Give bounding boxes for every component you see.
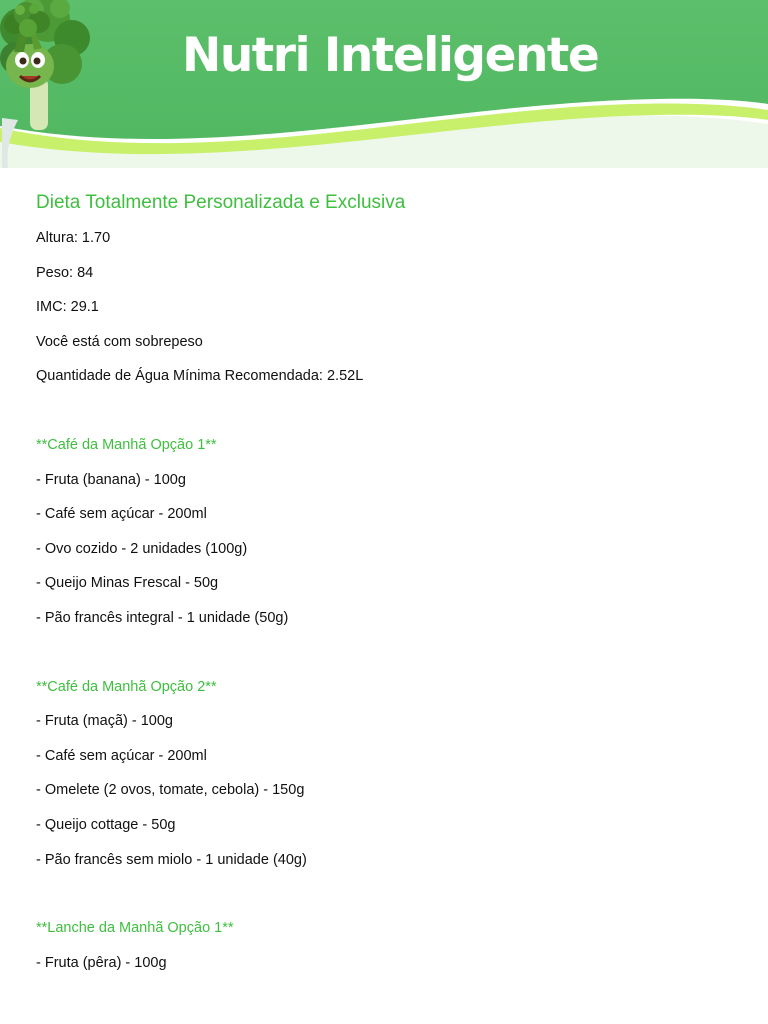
list-item: - Omelete (2 ovos, tomate, cebola) - 150g bbox=[36, 782, 305, 799]
diet-document bbox=[36, 189, 736, 980]
list-item: - Fruta (banana) - 100g bbox=[36, 471, 186, 488]
header-banner bbox=[0, 0, 768, 170]
profile-water-recommendation: Quantidade de Água Mínima Recomendada: 2.52L bbox=[36, 368, 364, 385]
meal-section-breakfast-2 bbox=[36, 670, 736, 878]
list-item: - Fruta (pêra) - 100g bbox=[36, 954, 167, 971]
list-item: - Pão francês integral - 1 unidade (50g) bbox=[36, 609, 289, 626]
section-heading: **Café da Manhã Opção 2** bbox=[36, 678, 217, 695]
list-item: - Ovo cozido - 2 unidades (100g) bbox=[36, 540, 248, 557]
meal-section-breakfast-1 bbox=[36, 428, 736, 636]
list-item: - Queijo Minas Frescal - 50g bbox=[36, 575, 219, 592]
brand-title: Nutri Inteligente bbox=[182, 28, 599, 83]
list-item: - Queijo cottage - 50g bbox=[36, 816, 176, 833]
profile-height: Altura: 1.70 bbox=[36, 230, 111, 246]
section-heading: **Café da Manhã Opção 1** bbox=[36, 436, 217, 453]
banner-background bbox=[0, 0, 768, 170]
document-title: Dieta Totalmente Personalizada e Exclusiva bbox=[36, 192, 406, 213]
list-item: - Fruta (maçã) - 100g bbox=[36, 713, 173, 730]
list-item: - Café sem açúcar - 200ml bbox=[36, 506, 207, 523]
profile-status: Você está com sobrepeso bbox=[36, 333, 203, 350]
section-heading: **Lanche da Manhã Opção 1** bbox=[36, 920, 234, 937]
profile-bmi: IMC: 29.1 bbox=[36, 299, 99, 316]
profile-weight: Peso: 84 bbox=[36, 264, 94, 281]
profile-block bbox=[36, 221, 736, 394]
meal-section-morning-snack-1 bbox=[36, 911, 736, 980]
broccoli-icon bbox=[0, 0, 52, 56]
list-item: - Café sem açúcar - 200ml bbox=[36, 747, 207, 764]
list-item: - Pão francês sem miolo - 1 unidade (40g) bbox=[36, 851, 307, 868]
